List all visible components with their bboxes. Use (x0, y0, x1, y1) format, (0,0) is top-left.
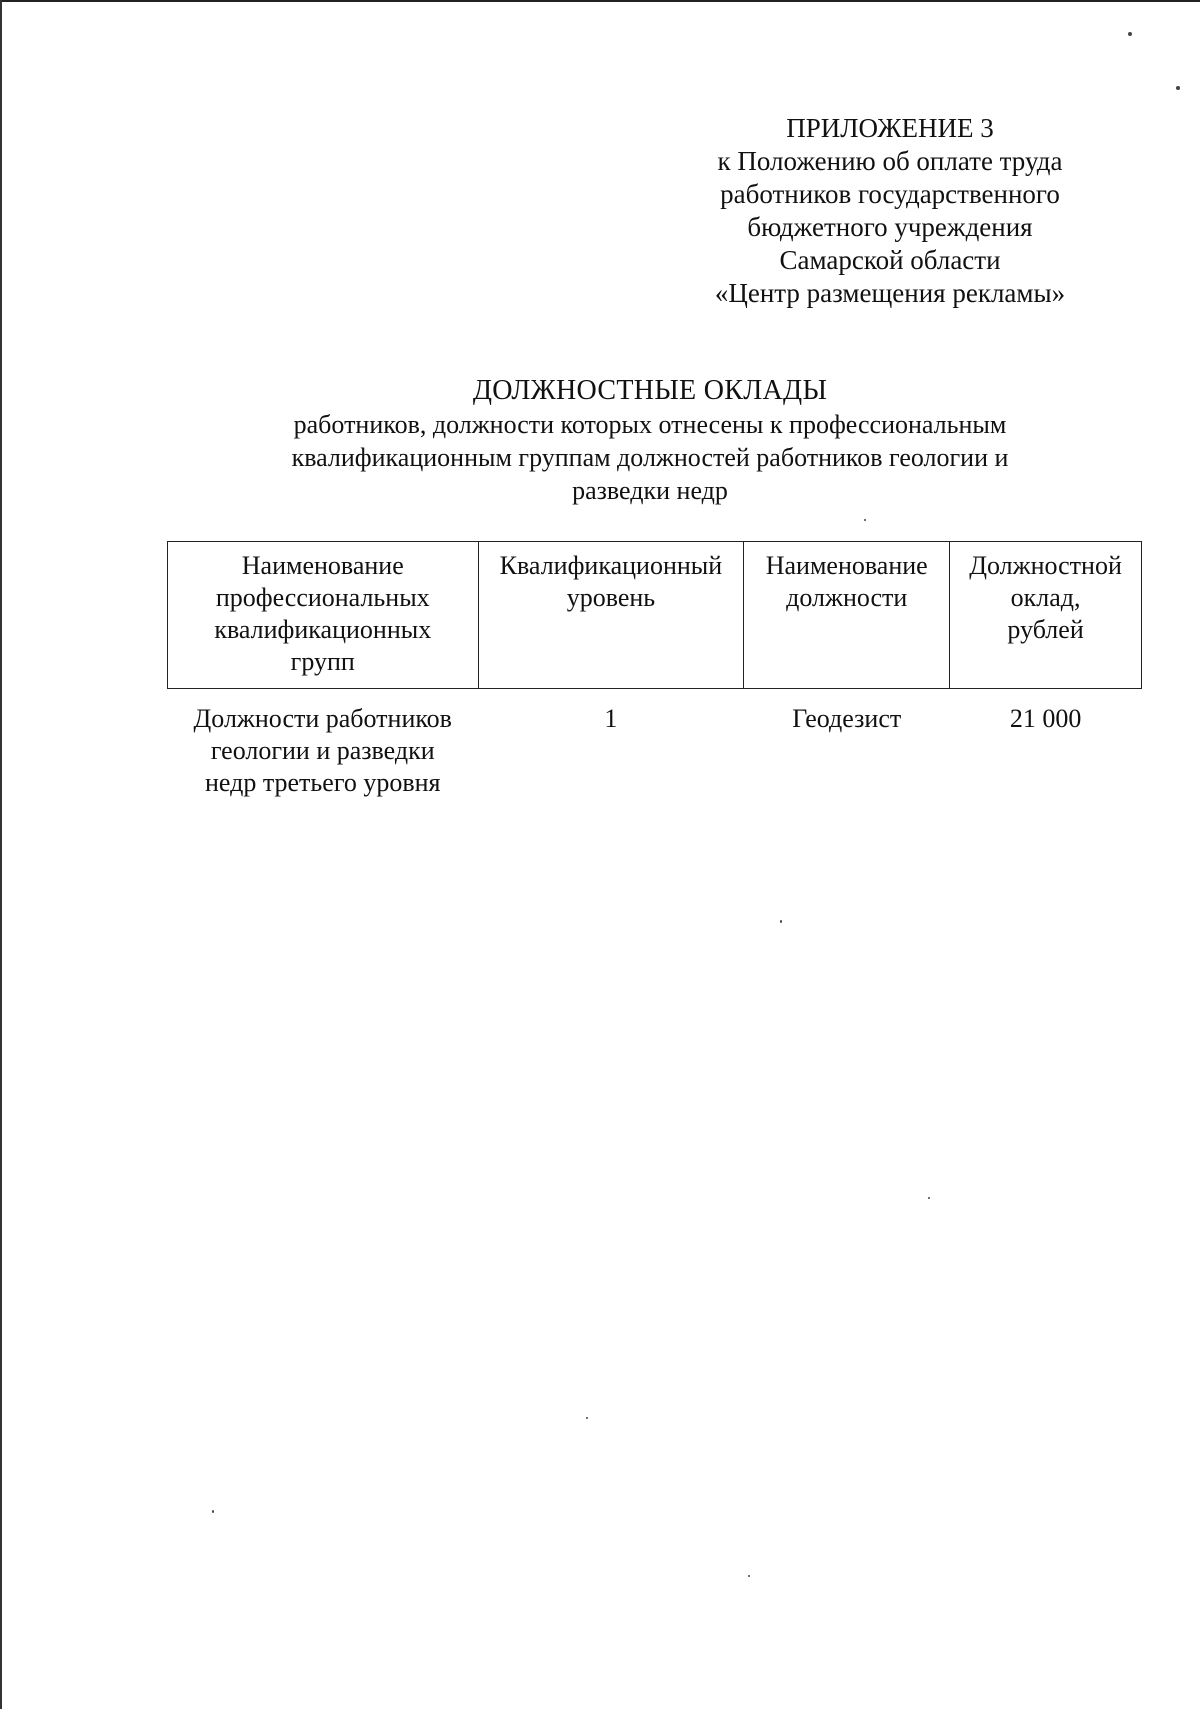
cell-line: геологии и разведки (210, 736, 435, 765)
header-line: Наименование (241, 551, 404, 580)
appendix-line: к Положению об оплате труда (717, 146, 1063, 176)
document-heading (200, 374, 1100, 507)
appendix-title: ПРИЛОЖЕНИЕ 3 (786, 113, 994, 143)
salary-table (167, 541, 1142, 805)
header-line: Квалификационный (499, 551, 723, 580)
header-line: групп (290, 647, 355, 676)
table-header-row (168, 542, 1142, 689)
scan-speck (748, 1575, 750, 1577)
header-line: Должностной (969, 551, 1122, 580)
appendix-line: Самарской области (779, 245, 1001, 275)
heading-title: ДОЛЖНОСТНЫЕ ОКЛАДЫ (472, 375, 828, 406)
header-line: уровень (566, 583, 656, 612)
appendix-block (690, 112, 1090, 310)
header-line: оклад, (1010, 583, 1081, 612)
scan-speck (586, 1417, 588, 1419)
cell-line: Должности работников (193, 704, 452, 733)
heading-subtitle-line: разведки недр (572, 476, 728, 505)
scan-speck (928, 1197, 930, 1199)
scan-speck (780, 920, 782, 923)
heading-subtitle-line: квалификационным группам должностей работников геологии и (291, 443, 1009, 472)
header-line: рублей (1007, 615, 1084, 644)
cell-position: Геодезист (792, 704, 902, 733)
scan-edge-left (0, 0, 2, 1709)
scan-speck (864, 519, 866, 521)
header-line: квалификационных (214, 615, 432, 644)
cell-group-name (168, 689, 479, 806)
appendix-line: бюджетного учреждения (747, 212, 1033, 242)
header-qualification-level (478, 542, 744, 689)
cell-line: недр третьего уровня (205, 768, 441, 797)
header-group-name (168, 542, 479, 689)
appendix-line: работников государственного (720, 179, 1060, 209)
header-line: должности (786, 583, 908, 612)
cell-level: 1 (604, 704, 618, 733)
heading-subtitle-line: работников, должности которых отнесены к профессиональным (293, 410, 1007, 439)
table-row (168, 689, 1142, 806)
scan-speck (212, 1510, 214, 1513)
cell-salary: 21 000 (1009, 704, 1082, 733)
scan-edge-top (0, 0, 1200, 2)
header-salary (950, 542, 1142, 689)
scan-speck (1176, 86, 1180, 90)
header-position-name (744, 542, 950, 689)
appendix-line: «Центр размещения рекламы» (714, 278, 1066, 308)
scan-speck (1128, 32, 1132, 36)
header-line: Наименование (765, 551, 928, 580)
header-line: профессиональных (215, 583, 430, 612)
